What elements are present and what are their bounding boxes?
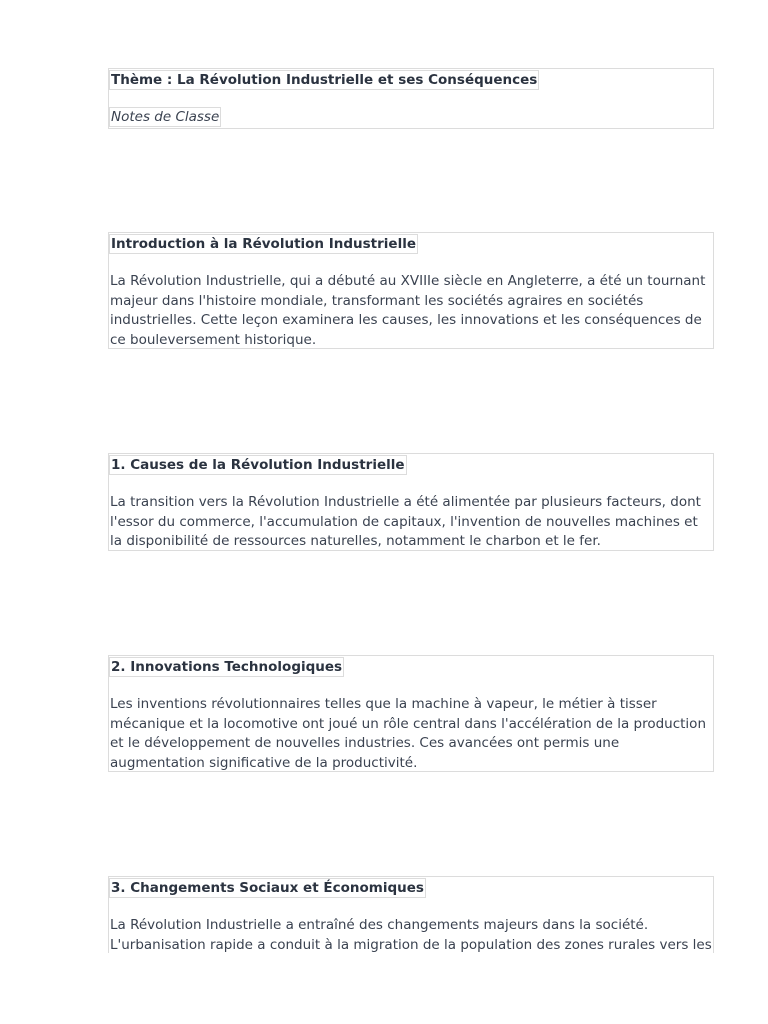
section-text: La transition vers la Révolution Industrielle a été alimentée par plusieurs facteurs, dont l'essor du commerce, l'accumulation de capitaux, l'invention de nouvelles machines et la disponibilité de ressources naturelles, notamment le charbon et le fer. xyxy=(110,494,701,549)
section-text: La Révolution Industrielle a entraîné des changements majeurs dans la société. L'urbanisation rapide a conduit à la migration de la population des zones rurales vers les xyxy=(110,917,712,953)
section-social-economic xyxy=(108,876,714,953)
section-heading: 3. Changements Sociaux et Économiques xyxy=(111,880,424,896)
document-subtitle: Notes de Classe xyxy=(111,109,220,125)
section-text: La Révolution Industrielle, qui a débuté au XVIIIe siècle en Angleterre, a été un tournant majeur dans l'histoire mondiale, transformant les sociétés agraires en sociétés industrielles. Cette leçon examinera les causes, les innovations et les conséquences de ce bouleversement historique. xyxy=(110,273,706,348)
document-title: Thème : La Révolution Industrielle et ses Conséquences xyxy=(111,72,538,88)
section-heading: 1. Causes de la Révolution Industrielle xyxy=(111,457,405,473)
section-introduction xyxy=(108,232,714,349)
section-heading: 2. Innovations Technologiques xyxy=(111,659,343,675)
section-innovations xyxy=(108,655,714,772)
section-text: Les inventions révolutionnaires telles que la machine à vapeur, le métier à tisser mécanique et la locomotive ont joué un rôle central dans l'accélération de la production et le développement de nouvelles industries. Ces avancées ont permis une augmentation significative de la productivité. xyxy=(110,696,706,771)
section-causes xyxy=(108,453,714,551)
title-block xyxy=(108,68,714,129)
section-heading: Introduction à la Révolution Industrielle xyxy=(111,236,416,252)
